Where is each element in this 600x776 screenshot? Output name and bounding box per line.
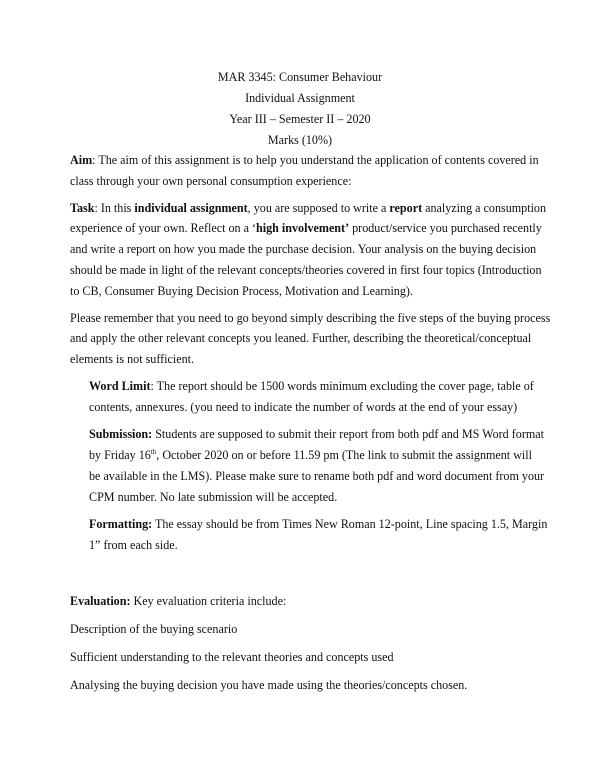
task-line-4: should be made in light of the relevant concepts/theories covered in first four topics (Introduction xyxy=(70,263,542,277)
course-title: MAR 3345: Consumer Behaviour xyxy=(217,70,383,84)
formatting-line-2: 1” from each side. xyxy=(89,538,178,552)
submission-line-2: by Friday 16th, October 2020 on or before 11.59 pm (The link to submit the assignment will xyxy=(89,448,533,462)
submission-line-1: Submission: Students are supposed to submit their report from both pdf and MS Word format xyxy=(89,427,544,441)
remember-line-2: and apply the other relevant concepts you leaned. Further, describing the theoretical/conceptual xyxy=(70,331,532,345)
assignment-type: Individual Assignment xyxy=(245,91,355,105)
formatting-line-1: Formatting: The essay should be from Times New Roman 12-point, Line spacing 1.5, Margin xyxy=(89,517,548,531)
word-limit-line-2: contents, annexures. (you need to indicate the number of words at the end of your essay) xyxy=(89,400,518,414)
task-line-2: experience of your own. Reflect on a ‘high involvement’ product/service you purchased recently xyxy=(70,221,542,235)
criterion-item: Analysing the buying decision you have made using the theories/concepts chosen. xyxy=(70,678,468,692)
remember-line-3: elements is not sufficient. xyxy=(70,352,195,366)
submission-line-4: CPM number. No late submission will be accepted. xyxy=(89,490,338,504)
submission-label: Submission: xyxy=(89,427,153,441)
aim-label: Aim xyxy=(70,153,93,167)
task-line-3: and write a report on how you made the purchase decision. Your analysis on the buying decision xyxy=(70,242,537,256)
evaluation-line: Evaluation: Key evaluation criteria include: xyxy=(70,594,287,608)
aim-line-2: class through your own personal consumption experience: xyxy=(70,174,352,188)
task-line-5: to CB, Consumer Buying Decision Process, Motivation and Learning). xyxy=(70,284,413,298)
word-limit-line-1: Word Limit: The report should be 1500 words minimum excluding the cover page, table of xyxy=(89,379,534,393)
task-line-1: Task: In this individual assignment, you are supposed to write a report analyzing a consumption xyxy=(70,201,547,215)
remember-line-1: Please remember that you need to go beyond simply describing the five steps of the buying process xyxy=(70,311,551,325)
evaluation-label: Evaluation: xyxy=(70,594,131,608)
word-limit-label: Word Limit xyxy=(89,379,151,393)
task-label: Task xyxy=(70,201,95,215)
criterion-item: Description of the buying scenario xyxy=(70,622,238,636)
marks: Marks (10%) xyxy=(267,133,333,147)
year-semester: Year III – Semester II – 2020 xyxy=(229,112,371,126)
aim-line-1: Aim: The aim of this assignment is to help you understand the application of contents covered in xyxy=(70,153,539,167)
submission-line-3: be available in the LMS). Please make sure to rename both pdf and word document from your xyxy=(89,469,545,483)
criterion-item: Sufficient understanding to the relevant theories and concepts used xyxy=(70,650,394,664)
formatting-label: Formatting: xyxy=(89,517,153,531)
